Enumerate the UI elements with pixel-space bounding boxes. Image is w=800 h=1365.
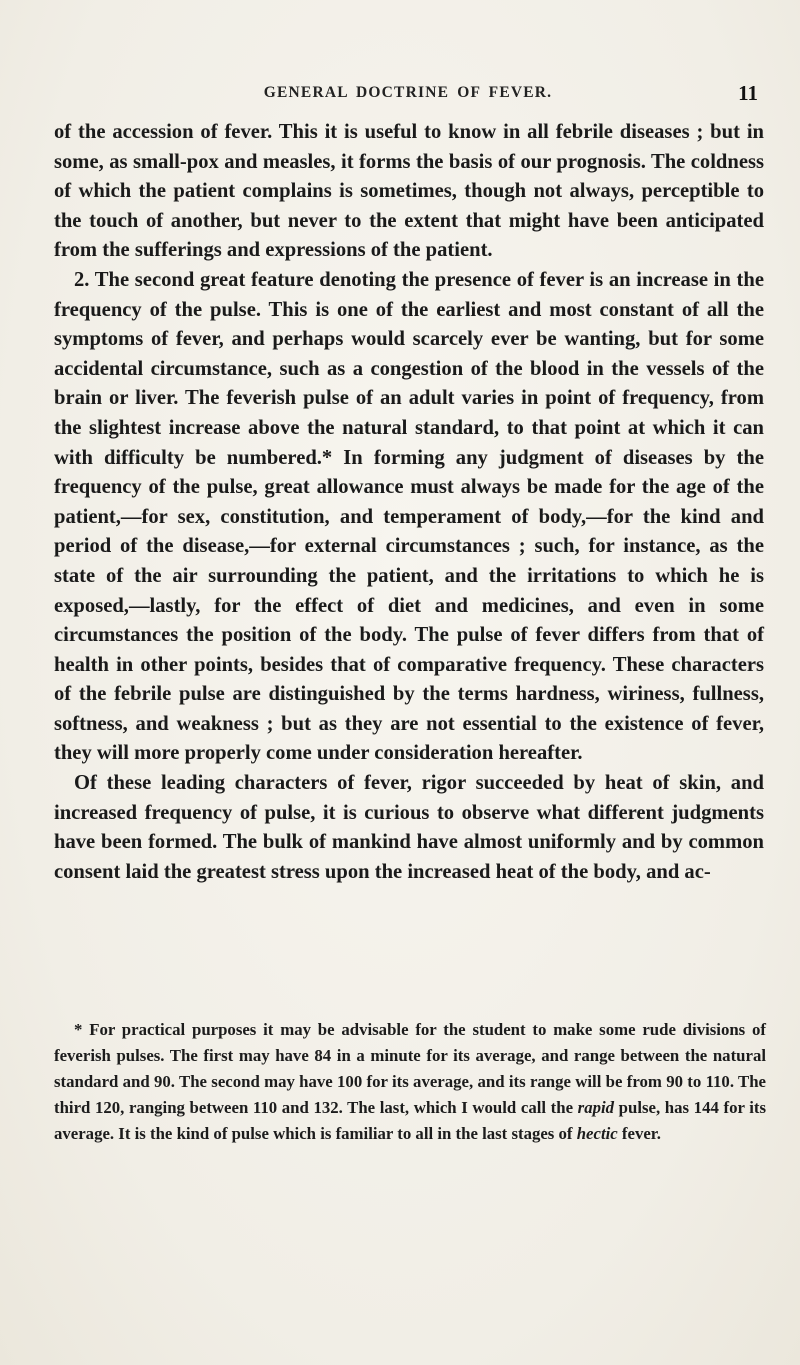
page-number: 11: [738, 81, 758, 105]
paragraph-continuation: of the accession of fever. This it is useful to know in all febrile diseases ; but in some, as small-pox and measles, it forms the basis of our prognosis. The coldness of which the patient complains is sometimes, though not always, perceptible to the touch of another, but never to the extent that might have been anticipated from the sufferings and expressions of the patient.: [54, 121, 764, 262]
footnote-italic-hectic: hectic: [576, 1123, 618, 1143]
footnote-text: [54, 1017, 766, 1147]
footnote-part-2: pulse, has 144 for its average. It is the kind of pulse which is familiar to all in the last stages of: [54, 1097, 767, 1143]
footnote-italic-rapid: rapid: [577, 1097, 615, 1117]
footnote-part-3: fever.: [617, 1123, 661, 1143]
paragraph-leading-characters: Of these leading characters of fever, rigor succeeded by heat of skin, and increased frequency of pulse, it is curious to observe what different judgments have been formed. The bulk of mankind have almost uniformly and by common consent laid the greatest stress upon the increased heat of the body, and ac-: [54, 772, 764, 883]
page-header: [56, 81, 760, 110]
body-text: [54, 118, 764, 887]
paragraph-pulse-frequency: 2. The second great feature denoting the presence of fever is an increase in the frequency of the pulse. This is one of the earliest and most constant of all the symptoms of fever, and perhaps would scarcely ever be wanting, but for some accidental circumstance, such as a congestion of the blood in the vessels of the brain or liver. The feverish pulse of an adult varies in point of frequency, from the slightest increase above the natural standard, to that point at which it can with difficulty be numbered.* In forming any judgment of diseases by the frequency of the pulse, great allowance must always be made for the age of the patient,—for sex, constitution, and temperament of body,—for the kind and period of the disease,—for external circumstances ; such, for instance, as the state of the air surrounding the patient, and the irritations to which he is exposed,—lastly, for the effect of diet and medicines, and even in some circumstances the position of the body. The pulse of fever differs from that of health in other points, besides that of comparative frequency. These characters of the febrile pulse are distinguished by the terms hardness, wiriness, fullness, softness, and weakness ; but as they are not essential to the existence of fever, they will more properly come under consideration hereafter.: [54, 268, 764, 765]
footnote-part-1: * For practical purposes it may be advisable for the student to make some rude divisions of feverish pulses. The first may have 84 in a minute for its average, and range between the natural standard and 90. The second may have 100 for its average, and its range will be from 90 to 110. The third 120, ranging between 110 and 132. The last, which I would call the: [54, 1020, 766, 1117]
footnote: [54, 1017, 766, 1147]
running-head: GENERAL DOCTRINE OF FEVER.: [263, 84, 553, 101]
